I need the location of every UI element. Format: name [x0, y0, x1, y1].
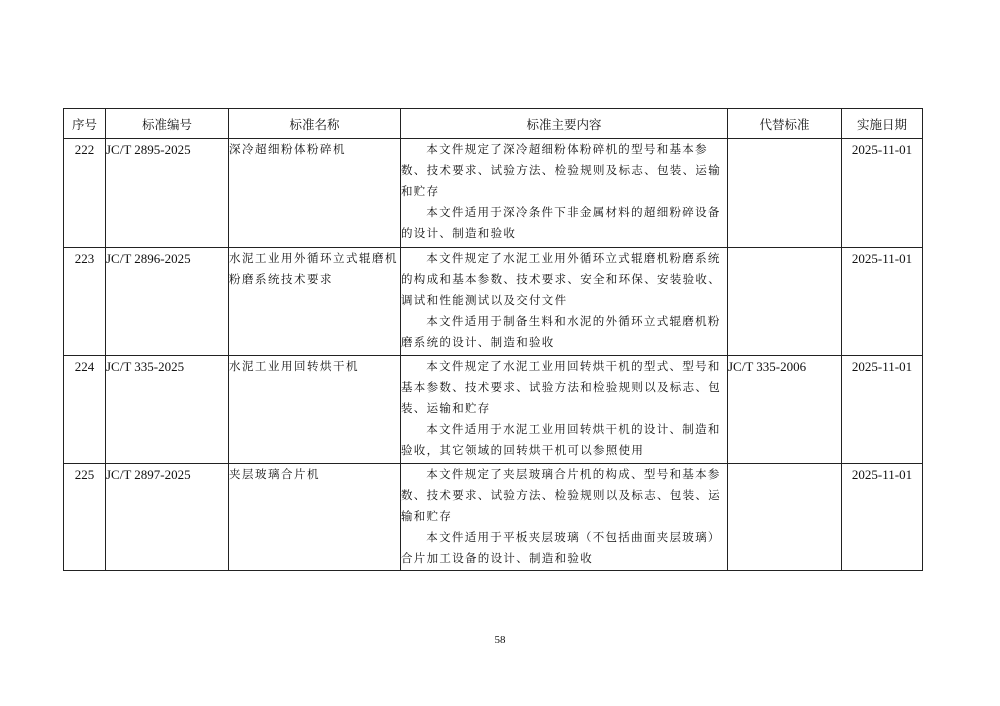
row-seq: 225	[64, 464, 106, 571]
row-code: JC/T 2897-2025	[106, 464, 229, 571]
header-name: 标准名称	[229, 109, 401, 139]
row-seq: 223	[64, 248, 106, 356]
row-date: 2025-11-01	[842, 356, 923, 464]
content-paragraph: 本文件规定了夹层玻璃合片机的构成、型号和基本参数、技术要求、试验方法、检验规则以及标志、包装、运输和贮存	[401, 467, 721, 523]
row-content	[401, 464, 728, 571]
content-paragraph: 本文件适用于平板夹层玻璃（不包括曲面夹层玻璃）合片加工设备的设计、制造和验收	[401, 530, 721, 565]
row-name: 深冷超细粉体粉碎机	[229, 139, 401, 248]
content-paragraph: 本文件适用于制备生料和水泥的外循环立式辊磨机粉磨系统的设计、制造和验收	[401, 314, 721, 349]
row-seq: 222	[64, 139, 106, 248]
row-code: JC/T 2896-2025	[106, 248, 229, 356]
page-number: 58	[494, 634, 506, 646]
content-paragraph: 本文件适用于深冷条件下非金属材料的超细粉碎设备的设计、制造和验收	[401, 205, 721, 240]
header-seq: 序号	[64, 109, 106, 139]
row-code: JC/T 335-2025	[106, 356, 229, 464]
header-date: 实施日期	[842, 109, 923, 139]
row-date: 2025-11-01	[842, 248, 923, 356]
row-name: 水泥工业用回转烘干机	[229, 356, 401, 464]
row-content	[401, 356, 728, 464]
table-row	[64, 356, 923, 464]
content-paragraph: 本文件规定了水泥工业用回转烘干机的型式、型号和基本参数、技术要求、试验方法和检验规则以及标志、包装、运输和贮存	[401, 359, 721, 415]
row-name: 水泥工业用外循环立式辊磨机粉磨系统技术要求	[229, 248, 401, 356]
row-code: JC/T 2895-2025	[106, 139, 229, 248]
content-paragraph: 本文件规定了深冷超细粉体粉碎机的型号和基本参数、技术要求、试验方法、检验规则及标志、包装、运输和贮存	[401, 142, 721, 198]
header-row	[64, 109, 923, 139]
standards-table	[63, 108, 923, 571]
row-seq: 224	[64, 356, 106, 464]
header-code: 标准编号	[106, 109, 229, 139]
content-paragraph: 本文件规定了水泥工业用外循环立式辊磨机粉磨系统的构成和基本参数、技术要求、安全和环保、安装验收、调试和性能测试以及交付文件	[401, 251, 721, 307]
row-replaces	[728, 139, 842, 248]
row-replaces	[728, 464, 842, 571]
header-content: 标准主要内容	[401, 109, 728, 139]
row-content	[401, 139, 728, 248]
table-row	[64, 464, 923, 571]
row-replaces: JC/T 335-2006	[728, 356, 842, 464]
table-row	[64, 248, 923, 356]
row-content	[401, 248, 728, 356]
row-name: 夹层玻璃合片机	[229, 464, 401, 571]
row-replaces	[728, 248, 842, 356]
row-date: 2025-11-01	[842, 139, 923, 248]
row-date: 2025-11-01	[842, 464, 923, 571]
content-paragraph: 本文件适用于水泥工业用回转烘干机的设计、制造和验收，其它领域的回转烘干机可以参照使用	[401, 422, 721, 457]
table-row	[64, 139, 923, 248]
header-replaces: 代替标准	[728, 109, 842, 139]
